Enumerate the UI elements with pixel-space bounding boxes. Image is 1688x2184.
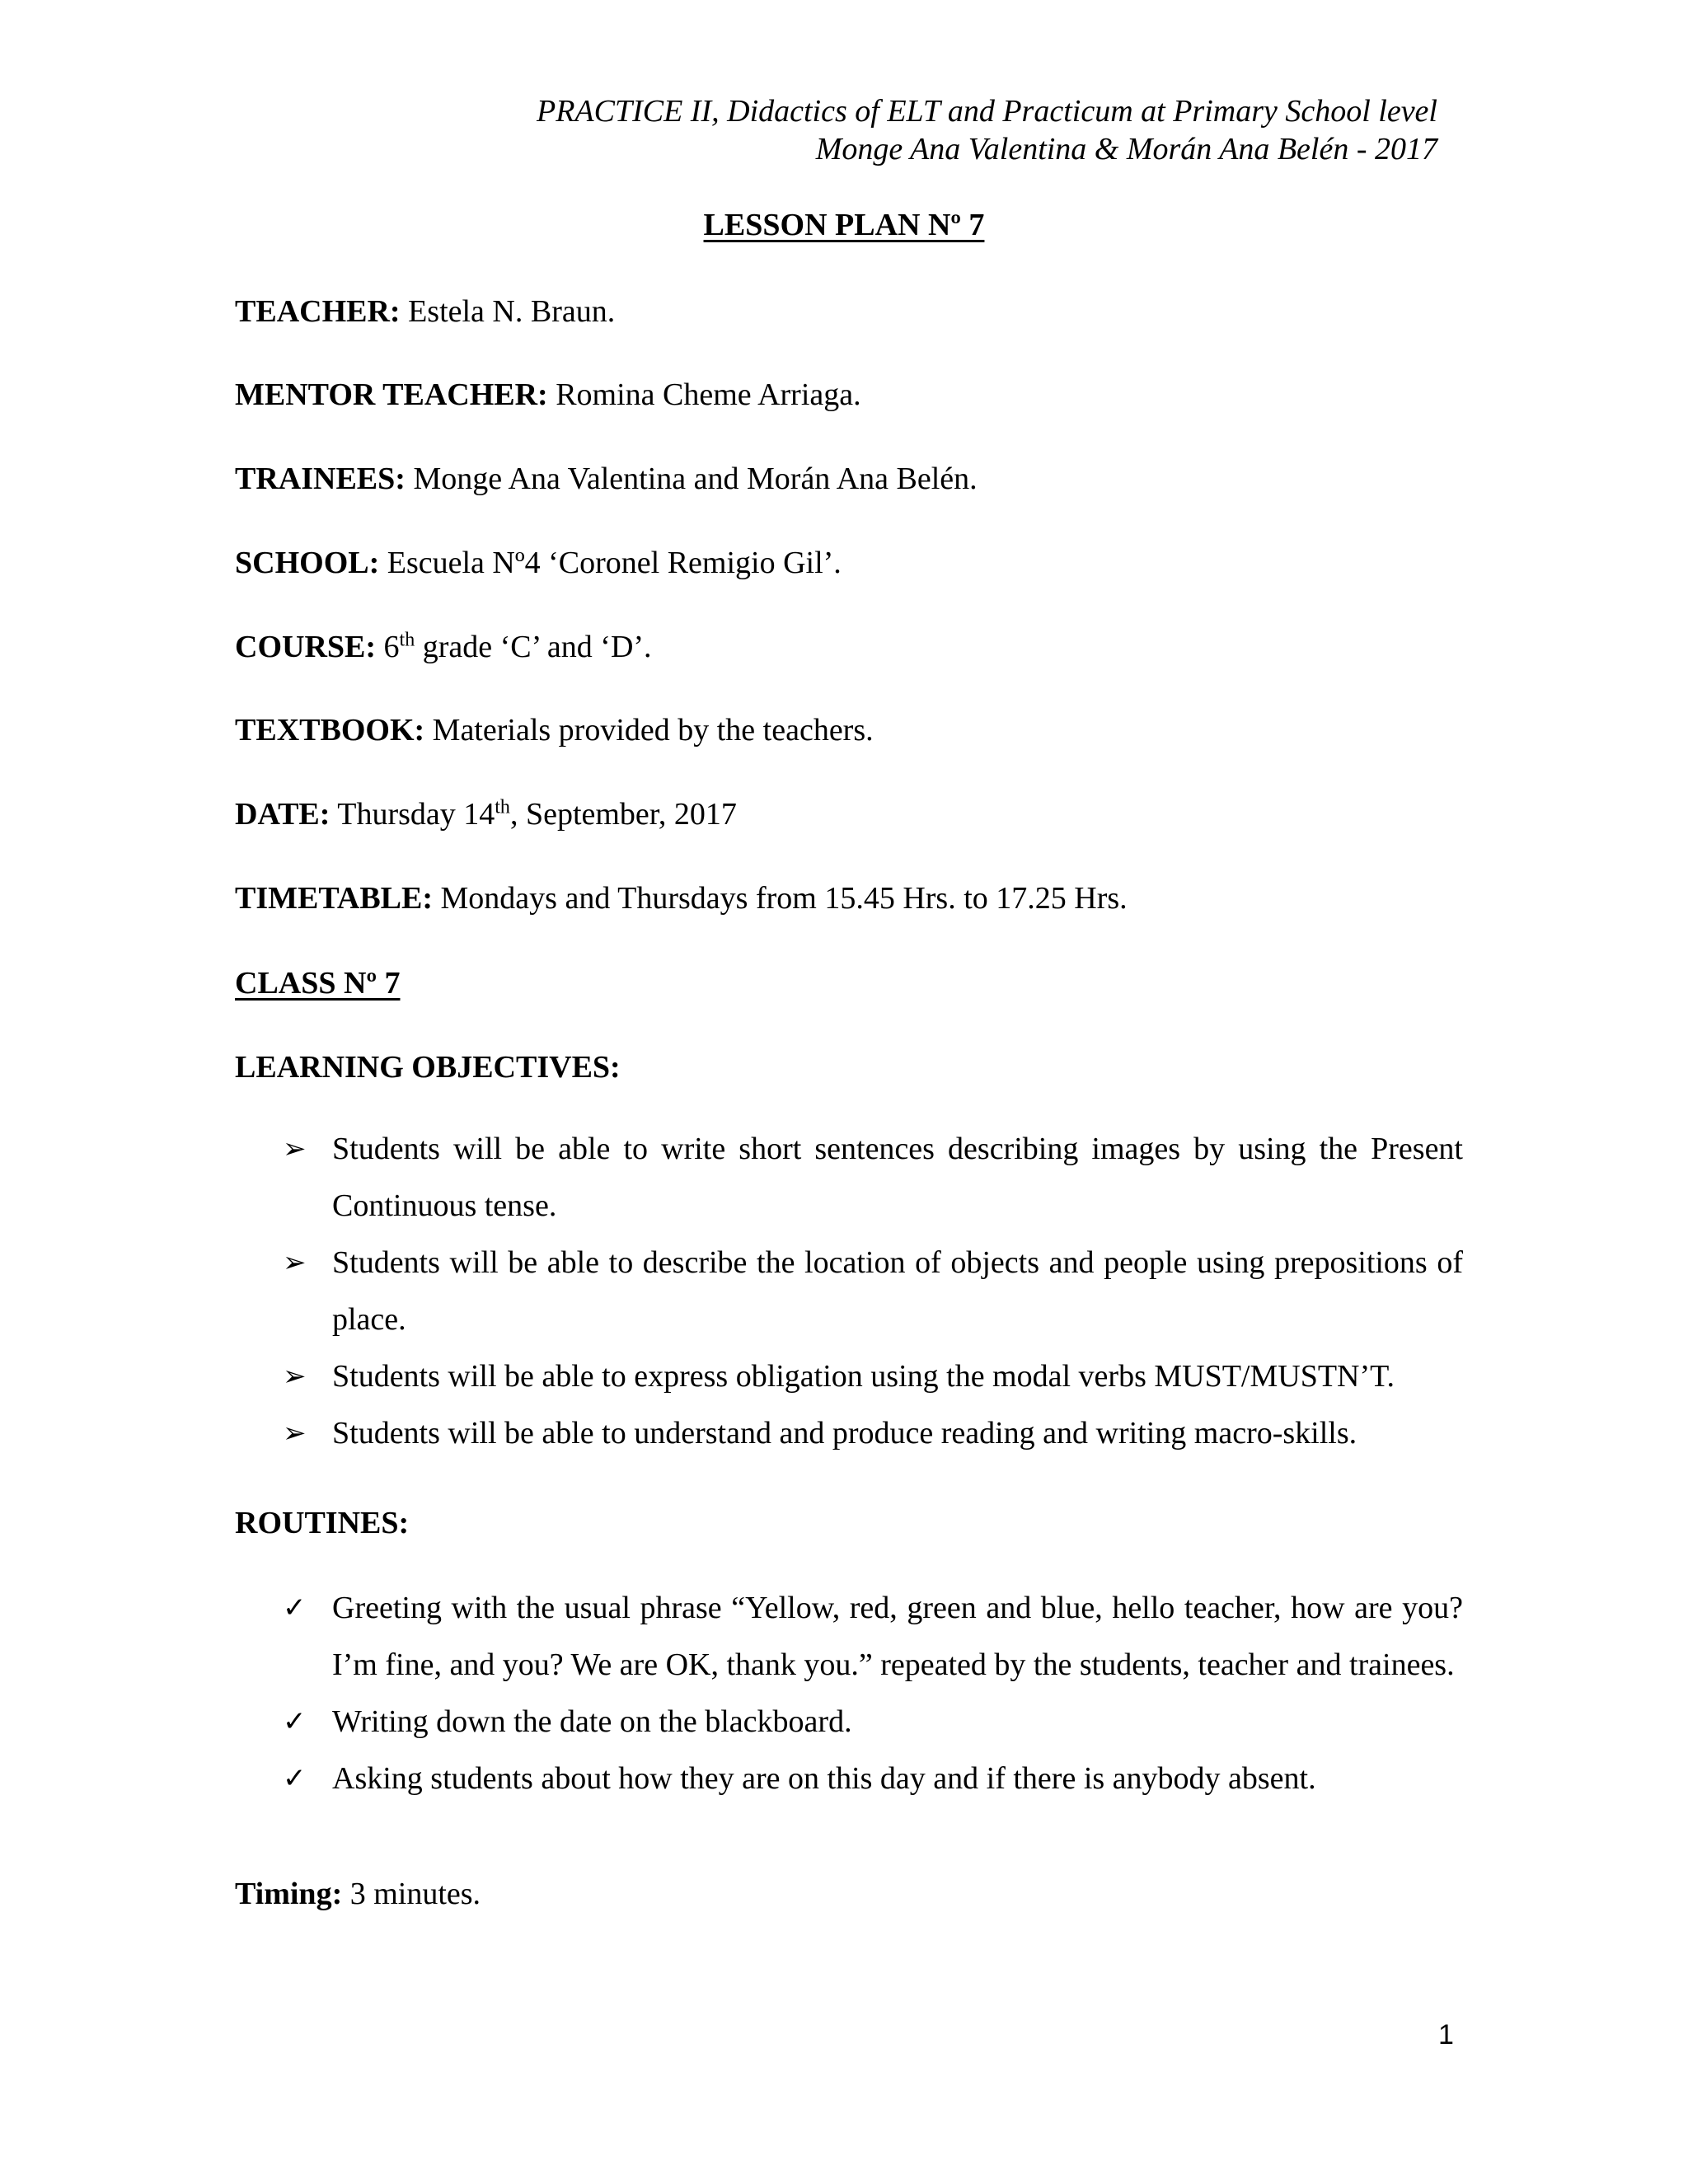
learning-objectives-list [235,1121,1463,1462]
timing-label: Timing: [235,1877,343,1911]
course-value-number: 6 [376,630,400,664]
lesson-plan-title-text: LESSON PLAN Nº 7 [703,208,985,242]
routine-text: Greeting with the usual phrase “Yellow, red, green and blue, hello teacher, how are you? I’m fine, and you? We are OK, thank you.” repeated by the students, teacher and trainees. [332,1591,1463,1682]
timing-value: 3 minutes. [342,1877,481,1911]
school-value: Escuela Nº4 ‘Coronel Remigio Gil’. [379,546,842,580]
list-item [235,1580,1463,1694]
list-item [235,1235,1463,1348]
course-label: COURSE: [235,630,377,664]
header-authors-line: Monge Ana Valentina & Morán Ana Belén - 2017 [815,132,1437,166]
list-item [235,1405,1463,1462]
checkmark-icon: ✓ [283,1705,307,1738]
routines-heading: ROUTINES: [235,1506,410,1540]
arrowhead-bullet-icon: ➢ [283,1132,307,1165]
mentor-teacher-label: MENTOR TEACHER: [235,377,548,412]
objective-text: Students will be able to describe the location of objects and people using prepositions of place. [332,1245,1463,1337]
teacher-label: TEACHER: [235,294,401,329]
lesson-plan-title [0,206,1688,244]
list-item [235,1750,1463,1807]
arrowhead-bullet-icon: ➢ [283,1360,307,1393]
class-heading-text: CLASS Nº 7 [235,966,401,1001]
textbook-field [235,711,874,749]
class-heading [235,964,400,1002]
objective-text: Students will be able to write short sentences describing images by using the Present Continuous tense. [332,1132,1463,1223]
arrowhead-bullet-icon: ➢ [283,1417,307,1450]
textbook-label: TEXTBOOK: [235,713,425,748]
arrowhead-bullet-icon: ➢ [283,1246,307,1279]
teacher-field [235,293,615,330]
list-item [235,1348,1463,1405]
textbook-value: Materials provided by the teachers. [424,713,874,748]
date-value-suffix: th [495,796,510,818]
date-value-day: Thursday 14 [330,797,495,832]
objective-text: Students will be able to understand and produce reading and writing macro-skills. [332,1416,1357,1451]
objective-text: Students will be able to express obligation using the modal verbs MUST/MUSTN’T. [332,1359,1395,1394]
trainees-field [235,460,978,498]
timetable-value: Mondays and Thursdays from 15.45 Hrs. to 17.25 Hrs. [433,881,1128,916]
timetable-field [235,879,1128,917]
date-value-rest: , September, 2017 [509,797,737,832]
mentor-teacher-field [235,376,861,414]
routines-list [235,1580,1463,1807]
list-item [235,1121,1463,1235]
trainees-value: Monge Ana Valentina and Morán Ana Belén. [405,462,978,496]
learning-objectives-heading: LEARNING OBJECTIVES: [235,1050,621,1085]
page-header [537,92,1437,168]
page-number: 1 [1438,2019,1454,2050]
timetable-label: TIMETABLE: [235,881,434,916]
checkmark-icon: ✓ [283,1762,307,1795]
timing-field [235,1875,481,1913]
teacher-value: Estela N. Braun. [400,294,616,329]
trainees-label: TRAINEES: [235,462,406,496]
routine-text: Writing down the date on the blackboard. [332,1704,852,1739]
course-field [235,628,652,666]
course-value-rest: grade ‘C’ and ‘D’. [415,630,652,664]
checkmark-icon: ✓ [283,1591,307,1624]
date-label: DATE: [235,797,331,832]
routine-text: Asking students about how they are on this day and if there is anybody absent. [332,1761,1316,1796]
mentor-teacher-value: Romina Cheme Arriaga. [547,377,861,412]
school-label: SCHOOL: [235,546,380,580]
school-field [235,544,842,582]
course-value-suffix: th [399,629,415,651]
list-item [235,1694,1463,1750]
date-field [235,795,737,833]
header-course-line: PRACTICE II, Didactics of ELT and Practicum at Primary School level [536,94,1437,129]
